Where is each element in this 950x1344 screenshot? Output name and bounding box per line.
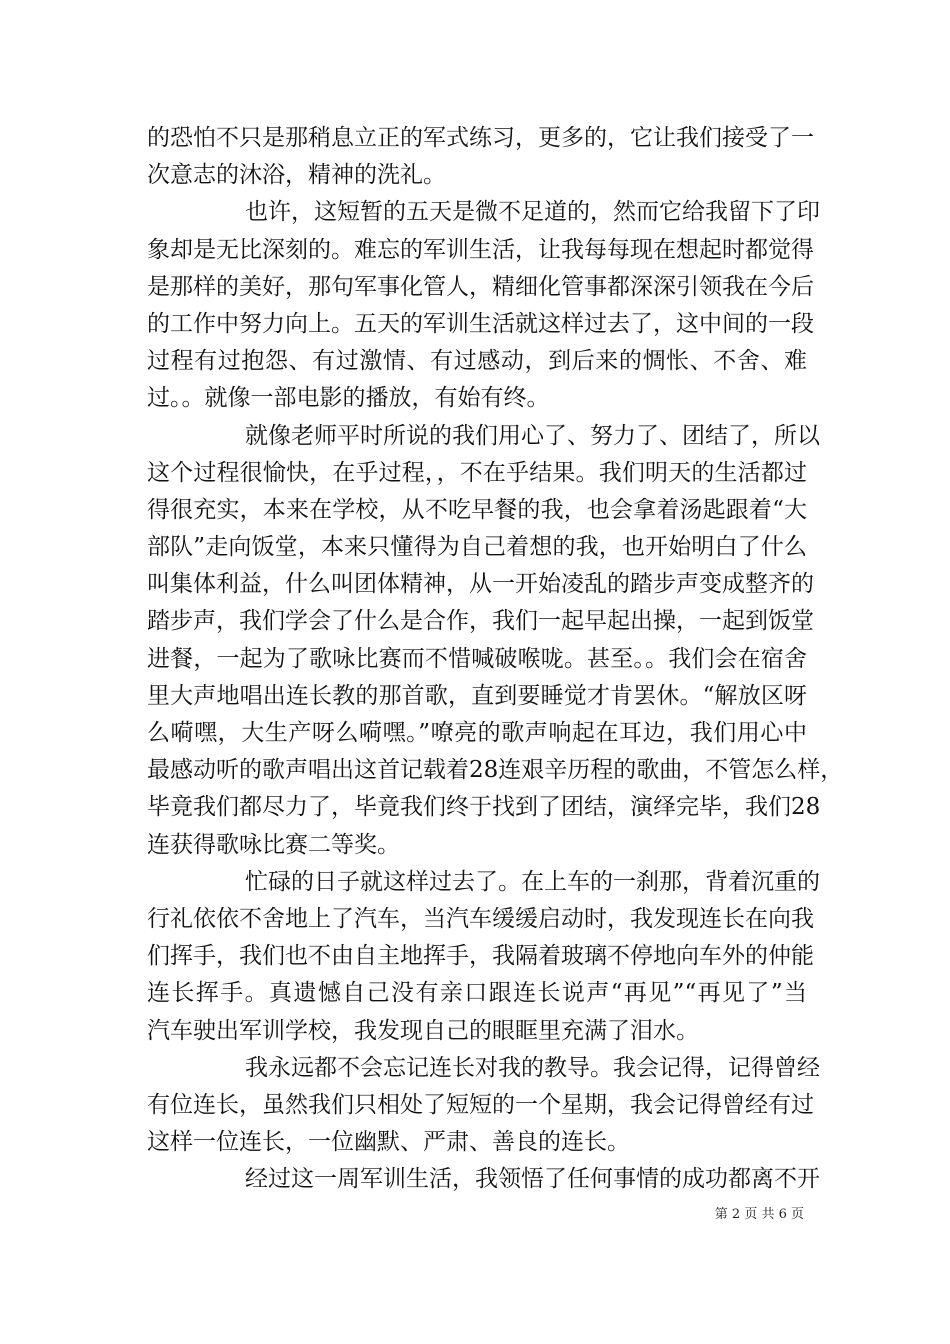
text-line: 过。。就像一部电影的播放，有始有终。	[147, 385, 550, 412]
text-line: 过程有过抱怨、有过激情、有过感动，到后来的惆怅、不舍、难	[147, 348, 807, 375]
text-line: 的工作中努力向上。五天的军训生活就这样过去了，这中间的一段	[147, 310, 814, 337]
text-line: 毕竟我们都尽力了，毕竟我们终于找到了团结，演绎完毕，我们28	[147, 794, 821, 821]
text-line: 么嗬嘿，大生产呀么嗬嘿。”嘹亮的歌声响起在耳边，我们用心中	[147, 720, 807, 746]
paragraph-first-line: 忙碌的日子就这样过去了。在上车的一刹那，背着沉重的	[245, 868, 820, 895]
text-line: 里大声地唱出连长教的那首歌，直到要睡觉才肯罢休。“解放区呀	[147, 682, 807, 709]
text-line: 次意志的沐浴，精神的洗礼。	[147, 162, 446, 189]
text-line: 踏步声，我们学会了什么是合作，我们一起早起出操，一起到饭堂	[147, 608, 814, 635]
text-line: 部队”走向饭堂，本来只懂得为自己着想的我，也开始明白了什么	[147, 534, 807, 561]
text-line: 有位连长，虽然我们只相处了短短的一个星期，我会记得曾经有过	[147, 1091, 814, 1118]
text-line: 们挥手，我们也不由自主地挥手，我隔着玻璃不停地向车外的仲能	[147, 943, 814, 970]
text-line: 汽车驶出军训学校，我发现自己的眼眶里充满了泪水。	[147, 1017, 699, 1044]
text-line: 进餐，一起为了歌咏比赛而不惜喊破喉咙。甚至。。我们会在宿舍	[147, 645, 807, 672]
text-line: 叫集体利益，什么叫团体精神，从一开始凌乱的踏步声变成整齐的	[147, 571, 814, 598]
paragraph-first-line: 就像老师平时所说的我们用心了、努力了、团结了，所以	[245, 422, 820, 449]
text-line: 是那样的美好，那句军事化管人，精细化管事都深深引领我在今后	[147, 273, 814, 300]
text-line: 连获得歌咏比赛二等奖。	[147, 831, 400, 858]
page-number-footer: 第 2 页 共 6 页	[714, 1207, 804, 1222]
paragraph-first-line: 我永远都不会忘记连长对我的教导。我会记得，记得曾经	[245, 1054, 820, 1081]
text-line: 连长挥手。真遗憾自己没有亲口跟连长说声“再见”“再见了”当	[147, 980, 807, 1007]
text-line: 这个过程很愉快，在乎过程，，不在乎结果。我们明天的生活都过	[147, 459, 807, 486]
text-line: 最感动听的歌声唱出这首记载着28连艰辛历程的歌曲，不管怎么样，	[147, 757, 844, 784]
text-line: 这样一位连长，一位幽默、严肃、善良的连长。	[147, 1129, 630, 1156]
paragraph-first-line: 经过这一周军训生活，我领悟了任何事情的成功都离不开	[245, 1166, 820, 1193]
text-line: 的恐怕不只是那稍息立正的军式练习，更多的，它让我们接受了一	[147, 125, 814, 151]
text-line: 行礼依依不舍地上了汽车，当汽车缓缓启动时，我发现连长在向我	[147, 905, 814, 932]
body-text	[147, 120, 844, 1198]
paragraph-first-line: 也许，这短暂的五天是微不足道的，然而它给我留下了印	[245, 199, 820, 226]
text-line: 得很充实，本来在学校，从不吃早餐的我，也会拿着汤匙跟着“大	[147, 496, 807, 523]
text-line: 象却是无比深刻的。难忘的军训生活，让我每每现在想起时都觉得	[147, 236, 814, 263]
